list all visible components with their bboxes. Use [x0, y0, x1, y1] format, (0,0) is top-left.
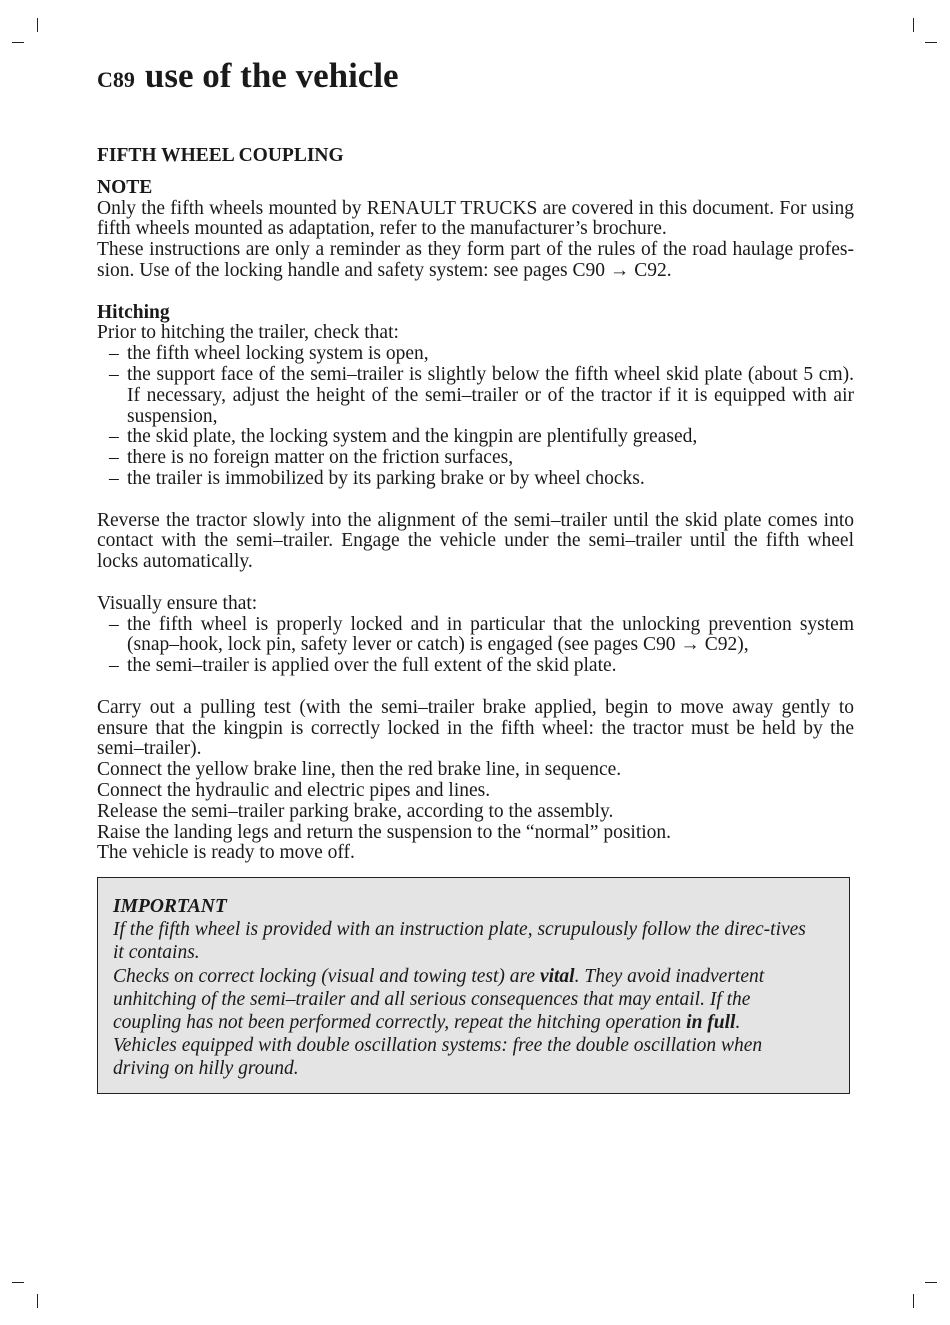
crop-mark [925, 42, 937, 43]
visual-intro: Visually ensure that: [97, 592, 258, 614]
list-item: – the skid plate, the locking system and the kingpin are plentifully greased, [97, 427, 854, 448]
important-line: Vehicles equipped with double oscillation systems: free the double oscillation when driving on hilly ground. [113, 1035, 763, 1080]
note-paragraph: Only the fifth wheels mounted by RENAULT TRUCKS are covered in this document. For using fifth wheels mounted as adaptation, refer to the manufacturer’s brochure. [97, 197, 854, 240]
important-text: . [735, 1012, 741, 1034]
important-title: IMPORTANT [113, 896, 227, 917]
crop-mark [37, 1294, 38, 1308]
document-body [97, 146, 854, 864]
list-item: – there is no foreign matter on the friction surfaces, [97, 448, 854, 469]
hitching-checklist [97, 344, 854, 490]
important-notice-content [113, 895, 818, 1081]
hitching-title: Hitching [97, 301, 170, 323]
visual-checklist [97, 615, 854, 677]
step-line: Connect the yellow brake line, then the red brake line, in sequence. [97, 759, 622, 781]
step-line: Raise the landing legs and return the suspension to the “normal” position. [97, 821, 672, 843]
hitching-intro: Prior to hitching the trailer, check that: [97, 322, 399, 344]
important-line [113, 965, 818, 1035]
important-line: If the fifth wheel is provided with an instruction plate, scrupulously follow the direc-tives it contains. [113, 919, 806, 964]
crop-mark [37, 18, 38, 32]
page-title: use of the vehicle [144, 56, 399, 95]
page-header [97, 56, 399, 96]
list-item: – the fifth wheel locking system is open, [97, 344, 854, 365]
list-item: – the fifth wheel is properly locked and in particular that the unlocking prevention system (snap–hook, lock pin, safety lever or catch) is engaged (see pages C90 → C92), [97, 615, 854, 657]
spacer [97, 677, 854, 698]
crop-mark [925, 1282, 937, 1283]
crop-mark [12, 1282, 24, 1283]
note-title: NOTE [97, 176, 153, 198]
crop-mark [913, 1294, 914, 1308]
step-line: Connect the hydraulic and electric pipes and lines. [97, 779, 491, 801]
list-item: – the trailer is immobilized by its parking brake or by wheel chocks. [97, 469, 854, 490]
crop-mark [12, 42, 24, 43]
important-notice-box [97, 877, 850, 1094]
important-emphasis: in full [686, 1012, 736, 1034]
section-title: FIFTH WHEEL COUPLING [97, 145, 344, 166]
step-line: The vehicle is ready to move off. [97, 842, 355, 864]
list-item: – the support face of the semi–trailer is slightly below the fifth wheel skid plate (about 5 cm). If necessary, adjust the height of the semi–trailer or of the tractor if it is equipped with air suspension, [97, 365, 854, 427]
spacer [97, 282, 854, 303]
reverse-paragraph: Reverse the tractor slowly into the alignment of the semi–trailer until the skid plate comes into contact with the semi–trailer. Engage the vehicle under the semi–trailer until the fifth wheel locks automatically. [97, 509, 854, 573]
important-emphasis: vital [539, 965, 575, 987]
note-paragraph: These instructions are only a reminder as they form part of the rules of the road haulage profes-sion. Use of the locking handle and safety system: see pages C90 → C92. [97, 239, 854, 281]
spacer [97, 573, 854, 594]
spacer [97, 490, 854, 511]
important-text: . They avoid inadvertent unhitching of the semi–trailer and all serious consequences that may entail. If the coupling has not been performed correctly, repeat the hitching operation [113, 965, 765, 1034]
page-code: C89 [97, 67, 135, 92]
important-text: Checks on correct locking (visual and towing test) are [113, 965, 540, 987]
list-item: – the semi–trailer is applied over the full extent of the skid plate. [97, 656, 854, 677]
crop-mark [913, 18, 914, 32]
step-line: Release the semi–trailer parking brake, according to the assembly. [97, 800, 614, 822]
pull-test-paragraph: Carry out a pulling test (with the semi–trailer brake applied, begin to move away gently to ensure that the kingpin is correctly locked in the fifth wheel: the tractor must be held by the semi–trailer). [97, 696, 854, 760]
